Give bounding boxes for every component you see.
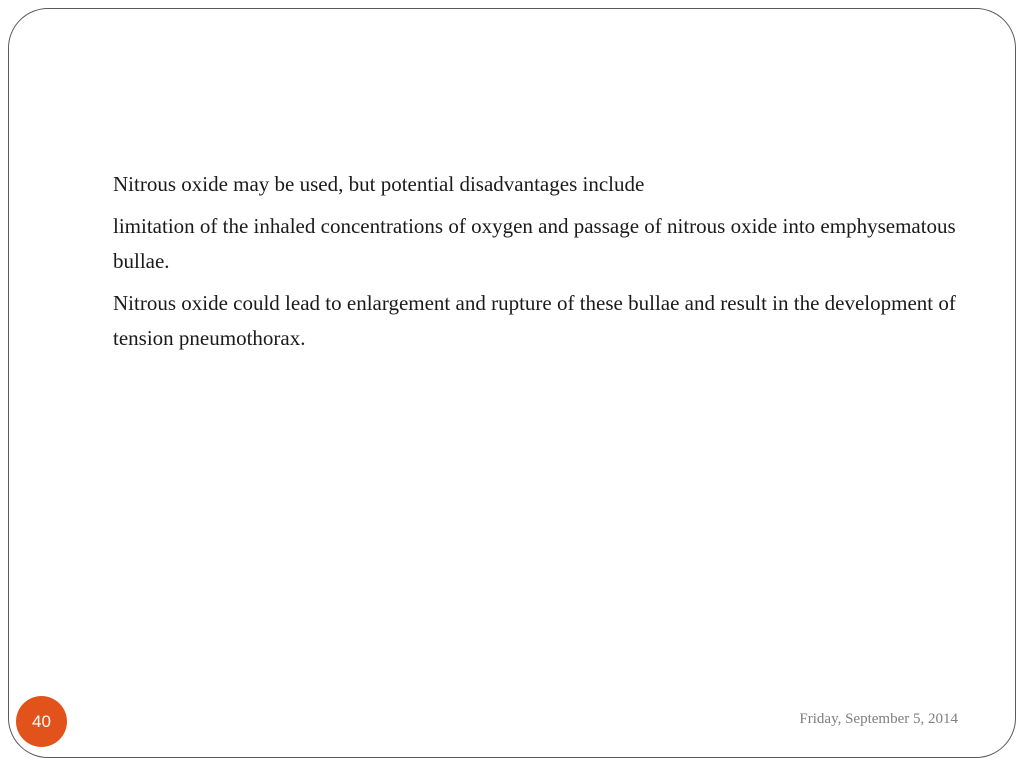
slide-date: Friday, September 5, 2014	[799, 711, 958, 727]
paragraph-pneumothorax: Nitrous oxide could lead to enlargement and rupture of these bullae and result in the development of tension pneumothorax.	[113, 291, 956, 350]
slide-frame	[8, 8, 1016, 758]
slide-body	[113, 167, 983, 363]
paragraph-limitation: limitation of the inhaled concentrations of oxygen and passage of nitrous oxide into emphysematous bullae.	[113, 214, 956, 273]
slide-number-badge: 40	[16, 696, 67, 747]
paragraph-intro: Nitrous oxide may be used, but potential disadvantages include	[113, 172, 645, 196]
